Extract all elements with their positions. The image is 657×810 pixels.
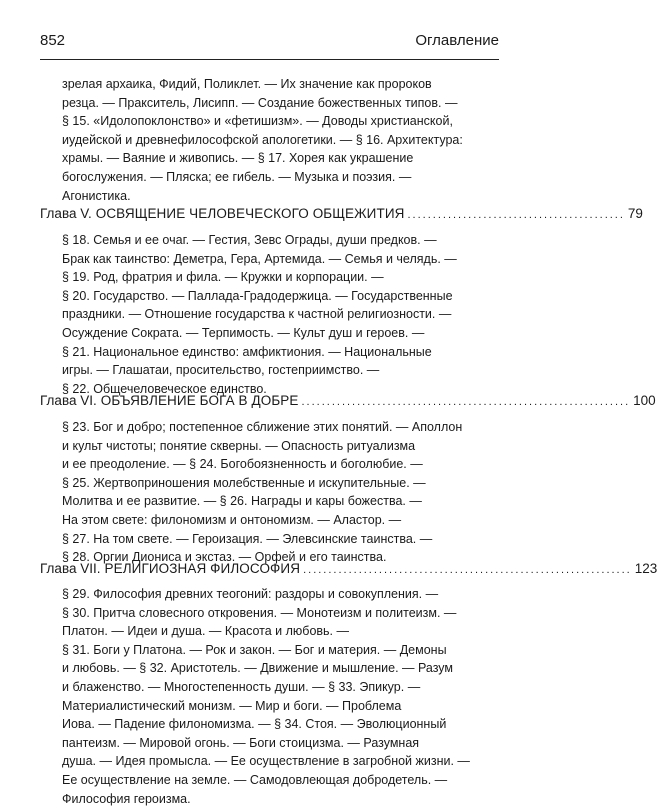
text-line: § 23. Бог и добро; постепенное сближение этих понятий. — Аполлон <box>62 420 463 434</box>
dot-leader: ........................................... <box>407 209 625 221</box>
text-line: иудейской и древнефилософской апологетики. — § 16. Архитектура: <box>62 132 463 147</box>
dot-leader: ................................................................. <box>301 396 631 408</box>
text-line: § 20. Государство. — Паллада-Градодержица. — Государственные <box>62 288 453 303</box>
text-line: Молитва и ее развитие. — § 26. Награды и кары божества. — <box>62 494 422 509</box>
chapter-page-number: 79 <box>627 206 643 221</box>
text-line: и любовь. — § 32. Аристотель. — Движение и мышление. — Разум <box>62 661 454 676</box>
text-line: § 27. На том свете. — Героизация. — Элевсинские таинства. — <box>62 531 433 546</box>
text-line: и культ чистоты; понятие скверны. — Опасность ритуализма <box>62 438 416 453</box>
chapter-page-number: 123 <box>634 561 657 576</box>
text-line: Иова. — Падение филономизма. — § 34. Стоя. — Эволюционный <box>62 717 447 732</box>
text-line: Ее осуществление на земле. — Самодовлеющая добродетель. — <box>62 772 448 787</box>
text-line: § 29. Философия древних теогоний: раздоры и совокупления. — <box>62 587 439 601</box>
text-line: Философия героизма. <box>62 791 191 806</box>
dot-leader: ................................................................. <box>303 564 632 576</box>
text-line: резца. — Пракситель, Лисипп. — Создание божественных типов. — <box>62 95 458 110</box>
text-line: и ее преодоление. — § 24. Богобоязненность и боголюбие. — <box>62 457 423 472</box>
chapter-heading-v[interactable] <box>40 206 643 226</box>
text-line: § 18. Семья и ее очаг. — Гестия, Зевс Ограды, души предков. — <box>62 233 437 247</box>
chapter-heading-vi[interactable] <box>40 393 656 413</box>
header-rule <box>40 59 499 60</box>
chapter-title: ОСВЯЩЕНИЕ ЧЕЛОВЕЧЕСКОГО ОБЩЕЖИТИЯ <box>95 206 405 221</box>
text-line: § 31. Боги у Платона. — Рок и закон. — Бог и материя. — Демоны <box>62 642 447 657</box>
text-line: Осуждение Сократа. — Терпимость. — Культ душ и героев. — <box>62 325 425 340</box>
chapter-page-number: 100 <box>633 393 656 408</box>
text-line: Материалистический монизм. — Мир и боги. — Проблема <box>62 698 402 713</box>
text-line: и блаженство. — Многостепенность души. — § 33. Эпикур. — <box>62 679 421 694</box>
chapter-v-contents <box>62 231 502 398</box>
running-title: Оглавление <box>415 32 499 49</box>
text-line: богослужения. — Пляска; ее гибель. — Музыка и поэзия. — <box>62 169 412 184</box>
text-line: § 21. Национальное единство: амфиктиония. — Национальные <box>62 344 432 359</box>
chapter-label: Глава VII. <box>40 561 101 576</box>
text-line: Агонистика. <box>62 188 131 203</box>
text-line: храмы. — Ваяние и живопись. — § 17. Хорея как украшение <box>62 151 414 166</box>
text-line: зрелая архаика, Фидий, Поликлет. — Их значение как пророков <box>62 77 432 91</box>
text-line: праздники. — Отношение государства к частной религиозности. — <box>62 307 452 322</box>
text-line: пантеизм. — Мировой огонь. — Боги стоицизма. — Разумная <box>62 735 420 750</box>
text-line: § 28. Оргии Диониса и экстаз. — Орфей и его таинства. <box>62 550 387 565</box>
text-line: § 15. «Идолопоклонство» и «фетишизм». — Доводы христианской, <box>62 114 453 129</box>
text-line: § 25. Жертвоприношения молебственные и искупительные. — <box>62 475 426 490</box>
text-line: § 22. Общечеловеческое единство. <box>62 381 267 396</box>
text-line: игры. — Глашатаи, просительство, гостеприимство. — <box>62 363 380 378</box>
chapter-label: Глава V. <box>40 206 92 221</box>
chapter-vii-contents <box>62 585 502 808</box>
chapter-title: ОБЪЯВЛЕНИЕ БОГА В ДОБРЕ <box>100 393 299 408</box>
chapter-label: Глава VI. <box>40 393 97 408</box>
page-header <box>0 0 539 66</box>
chapter-vi-contents <box>62 418 502 567</box>
text-line: душа. — Идея промысла. — Ее осуществление в загробной жизни. — <box>62 754 470 769</box>
text-line: Платон. — Идеи и душа. — Красота и любовь. — <box>62 624 349 639</box>
chapter-title: РЕЛИГИОЗНАЯ ФИЛОСОФИЯ <box>104 561 301 576</box>
intro-paragraph <box>62 75 502 205</box>
text-line: Брак как таинство: Деметра, Гера, Артемида. — Семья и челядь. — <box>62 251 457 266</box>
chapter-heading-vii[interactable] <box>40 561 657 581</box>
text-line: На этом свете: филономизм и онтономизм. — Аластор. — <box>62 512 402 527</box>
text-line: § 19. Род, фратрия и фила. — Кружки и корпорации. — <box>62 270 384 285</box>
page-number: 852 <box>40 32 66 49</box>
text-line: § 30. Притча словесного откровения. — Монотеизм и политеизм. — <box>62 605 457 620</box>
